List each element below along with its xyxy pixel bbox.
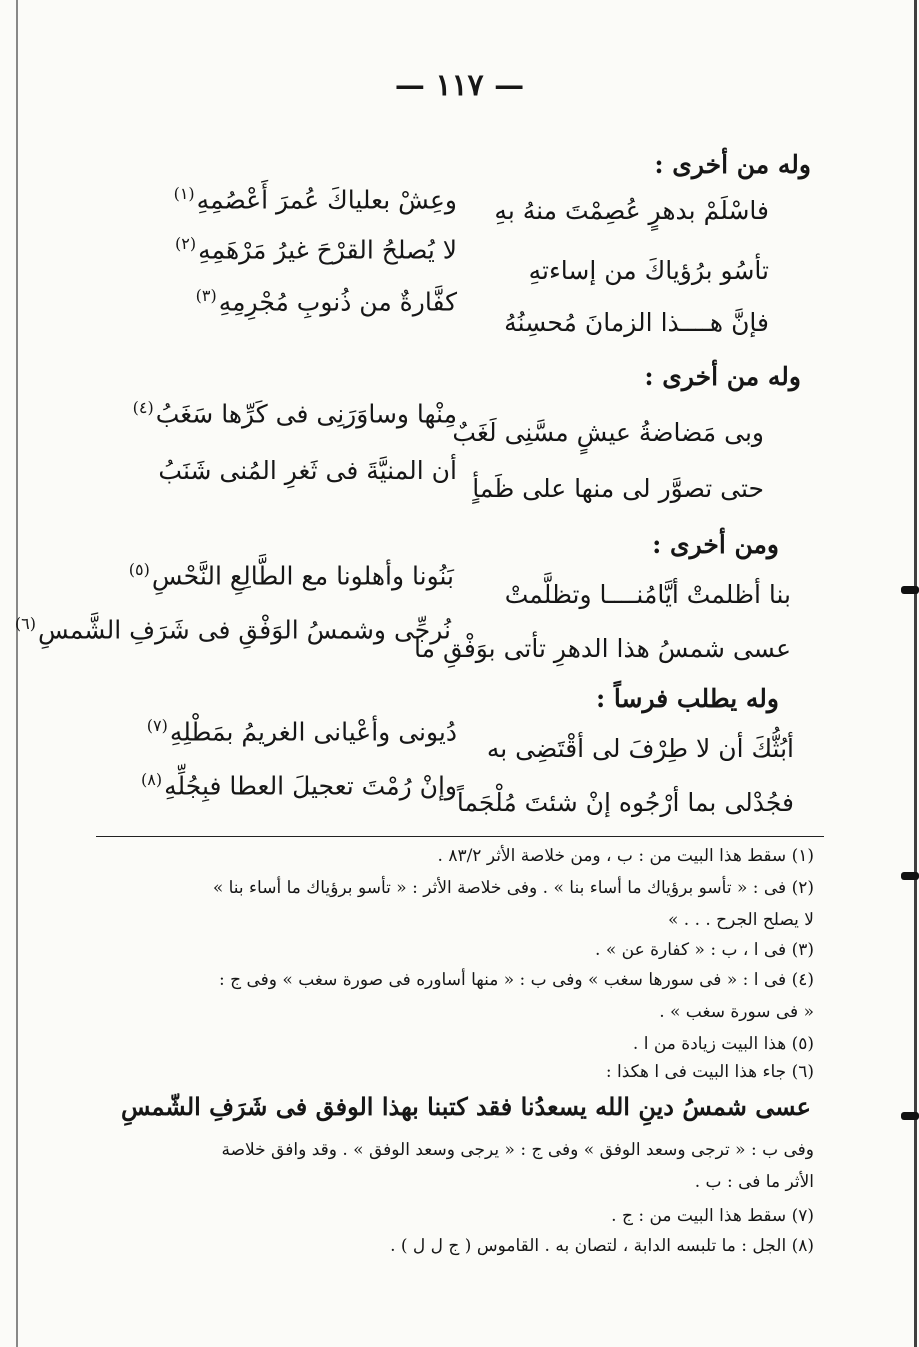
footnote: (٤) فى ا : « فى سورها سغب » وفى ب : « منها أساوره فى صورة سغب » وفى ج : (219, 970, 814, 990)
verse-second-hemistich (147, 716, 457, 746)
footnote: (٥) هذا البيت زيادة من ا . (632, 1034, 814, 1054)
section-heading: وله يطلب فرساً : (595, 684, 779, 713)
verse-first-hemistich: تأسُو برُؤياكَ من إساءتهِ (528, 256, 769, 285)
verse-second-hemistich (196, 286, 457, 316)
verse-first-hemistich: حتى تصوَّر لى منها على ظَمأٍ (472, 474, 764, 503)
verse-text: وعِشْ بعلياكَ عُمرَ أَعْصُمِهِ (196, 185, 457, 215)
section-heading: ومن أخرى : (652, 530, 779, 559)
footnote: (٧) سقط هذا البيت من : ج . (611, 1206, 814, 1226)
edge-mark (901, 586, 919, 594)
verse-second-hemistich (175, 234, 457, 264)
verse-first-hemistich: عسى شمسُ هذا الدهرِ تأتى بوَفْقِ ما (414, 634, 791, 663)
section-heading: وله من أخرى : (654, 150, 811, 179)
footnote-marker: (٧) (146, 716, 168, 735)
verse-text: وإنْ رُمْتَ تعجيلَ العطا فبِجُلِّهِ (164, 771, 457, 801)
page-number: — ١١٧ — (394, 68, 525, 103)
footnote: (٦) جاء هذا البيت فى ا هكذا : (605, 1062, 814, 1082)
footnote-marker: (٦) (14, 614, 36, 633)
verse-second-hemistich (129, 560, 454, 590)
footnote-marker: (١) (173, 184, 195, 203)
verse-text: كفَّارةٌ من ذُنوبِ مُجْرِمِهِ (218, 287, 457, 317)
verse-first-hemistich: فجُدْلى بما أرْجُوه إنْ شئتَ مُلْجَماً (456, 788, 794, 817)
verse-second-hemistich: أن المنيَّةَ فى ثَغرِ المُنى شَنَبُ (158, 456, 457, 485)
verse-text: لا يُصلحُ القرْحَ غيرُ مَرْهَمِهِ (198, 235, 457, 265)
verse-text: بَنُونا وأهلونا مع الطَّالِعِ النَّحْسِ (151, 561, 454, 591)
verse-text: نُرجِّى وشمسُ الوَفْقِ فى شَرَفِ الشَّمسِ (37, 615, 451, 645)
verse-first-hemistich: أبُثُّكَ أن لا طِرْفَ لى أقْتَضِى به (486, 734, 794, 763)
edge-mark (901, 872, 919, 880)
footnote-marker: (٤) (132, 398, 154, 417)
footnote: (٨) الجل : ما تلبسه الدابة ، لتصان به . القاموس ( ج ل ل ) . (390, 1236, 814, 1256)
footnote: وفى ب : « ترجى وسعد الوفق » وفى ج : « يرجى وسعد الوفق » . وقد وافق خلاصة (221, 1140, 814, 1160)
verse-second-hemistich (174, 184, 457, 214)
footnote: « فى سورة سغب » . (659, 1002, 814, 1022)
footnote: (٣) فى ا ، ب : « كفارة عن » . (595, 940, 814, 960)
verse-first-hemistich: بنا أظلمتْ أيَّامُنــــا وتظلَّمتْ (504, 580, 791, 609)
footnote: الأثر ما فى : ب . (694, 1172, 814, 1192)
verse-second-hemistich (15, 614, 451, 644)
right-page-edge (914, 0, 917, 1347)
footnote: (٢) فى : « تأسو برؤياك ما أساء بنا » . وفى خلاصة الأثر : « تأسو برؤياك ما أساء بنا » (212, 878, 814, 898)
footnote-marker: (٨) (141, 770, 163, 789)
left-page-edge (16, 0, 18, 1347)
footnote: لا يصلح الجرح . . . » (667, 910, 814, 930)
footnote-marker: (٣) (195, 286, 217, 305)
edge-mark (901, 1112, 919, 1120)
verse-text: دُيونى وأعْيانى الغريمُ بمَطْلِهِ (169, 717, 457, 747)
footnote: (١) سقط هذا البيت من : ب ، ومن خلاصة الأثر ٨٣/٢ . (437, 846, 814, 866)
footnote-marker: (٢) (175, 234, 197, 253)
verse-text: مِنْها وساوَرَنِى فى كَرِّها سَغَبُ (155, 399, 457, 429)
verse-first-hemistich: فاسْلَمْ بدهرٍ عُصِمْتَ منهُ بهِ (494, 196, 769, 225)
verse-second-hemistich (141, 770, 457, 800)
footnote-marker: (٥) (128, 560, 150, 579)
verse-first-hemistich: فإنَّ هــــذا الزمانَ مُحسِنُهُ (504, 308, 769, 337)
verse-second-hemistich (133, 398, 457, 428)
verse-first-hemistich: وبى مَضاضةُ عيشٍ مسَّنِى لَغَبٌ (452, 418, 764, 447)
section-heading: وله من أخرى : (644, 362, 801, 391)
footnote-verse: عسى شمسُ دينِ الله يسعدُنا فقد كتبنا بهذا الوفق فى شَرَفِ الشّمسِ (120, 1092, 811, 1121)
footnote-separator (96, 836, 824, 837)
